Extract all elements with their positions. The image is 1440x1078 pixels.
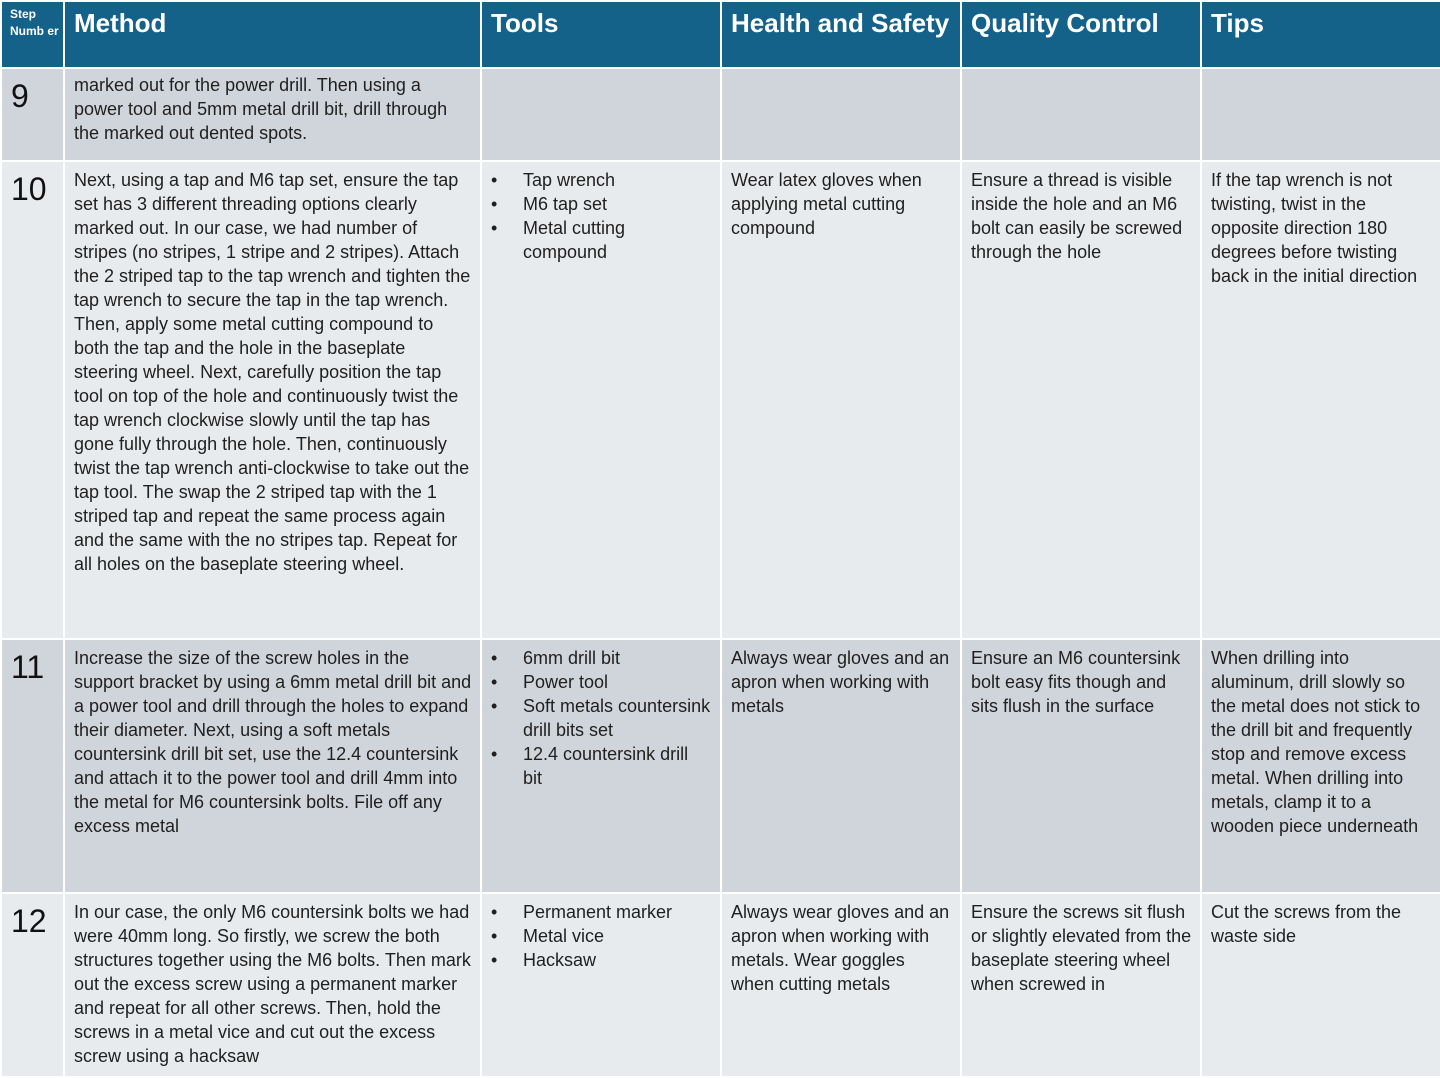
quality-control-cell: Ensure an M6 countersink bolt easy fits though and sits flush in the surface (961, 639, 1201, 893)
table-row (1, 68, 1440, 161)
header-tools: Tools (481, 1, 721, 68)
method-cell: In our case, the only M6 countersink bolts we had were 40mm long. So firstly, we screw the both structures together using the M6 bolts. Then mark out the excess screw using a permanent marker and repeat for all other screws. Then, hold the screws in a metal vice and cut out the excess screw using a hacksaw (64, 893, 481, 1077)
health-safety-cell: Wear latex gloves when applying metal cutting compound (721, 161, 961, 639)
step-number: 9 (1, 68, 64, 161)
tool-item: • Power tool (491, 670, 712, 694)
tips-cell: Cut the screws from the waste side (1201, 893, 1440, 1077)
step-number: 10 (1, 161, 64, 639)
health-safety-cell: Always wear gloves and an apron when working with metals (721, 639, 961, 893)
tool-item: • 12.4 countersink drill bit (491, 742, 712, 790)
tool-item: • 6mm drill bit (491, 646, 712, 670)
tool-item: • Metal cutting compound (491, 216, 712, 264)
tool-item: • Soft metals countersink drill bits set (491, 694, 712, 742)
quality-control-cell (961, 68, 1201, 161)
tips-cell: When drilling into aluminum, drill slowly so the metal does not stick to the drill bit and frequently stop and remove excess metal. When drilling into metals, clamp it to a wooden piece underneath (1201, 639, 1440, 893)
tool-item: • Metal vice (491, 924, 712, 948)
tool-item: • M6 tap set (491, 192, 712, 216)
tools-cell (481, 893, 721, 1077)
step-number: 11 (1, 639, 64, 893)
health-safety-cell: Always wear gloves and an apron when working with metals. Wear goggles when cutting metals (721, 893, 961, 1077)
tips-cell (1201, 68, 1440, 161)
header-step-number: Step Numb er (1, 1, 64, 68)
header-quality-control: Quality Control (961, 1, 1201, 68)
header-health-and-safety: Health and Safety (721, 1, 961, 68)
quality-control-cell: Ensure the screws sit flush or slightly elevated from the baseplate steering wheel when screwed in (961, 893, 1201, 1077)
tool-item: • Permanent marker (491, 900, 712, 924)
tools-list (491, 168, 712, 264)
tools-list (491, 646, 712, 790)
table-row (1, 639, 1440, 893)
tool-item: • Hacksaw (491, 948, 712, 972)
method-cell: marked out for the power drill. Then using a power tool and 5mm metal drill bit, drill through the marked out dented spots. (64, 68, 481, 161)
method-cell: Increase the size of the screw holes in the support bracket by using a 6mm metal drill bit and a power tool and drill through the holes to expand their diameter. Next, using a soft metals countersink drill bit set, use the 12.4 countersink and attach it to the power tool and drill 4mm into the metal for M6 countersink bolts. File off any excess metal (64, 639, 481, 893)
quality-control-cell: Ensure a thread is visible inside the hole and an M6 bolt can easily be screwed through the hole (961, 161, 1201, 639)
tools-cell (481, 161, 721, 639)
health-safety-cell (721, 68, 961, 161)
tool-item: • Tap wrench (491, 168, 712, 192)
tools-list (491, 900, 712, 972)
tools-cell (481, 68, 721, 161)
step-number: 12 (1, 893, 64, 1077)
header-row (1, 1, 1440, 68)
table-row (1, 893, 1440, 1077)
tools-cell (481, 639, 721, 893)
method-cell: Next, using a tap and M6 tap set, ensure the tap set has 3 different threading options clearly marked out. In our case, we had number of stripes (no stripes, 1 stripe and 2 stripes). Attach the 2 striped tap to the tap wrench and tighten the tap wrench to secure the tap in the tap wrench. Then, apply some metal cutting compound to both the tap and the hole in the baseplate steering wheel. Next, carefully position the tap tool on top of the hole and continuously twist the tap wrench clockwise slowly until the tap has gone fully through the hole. Then, continuously twist the tap wrench anti-clockwise to take out the tap tool. The swap the 2 striped tap with the 1 striped tap and repeat the same process again and the same with the no stripes tap. Repeat for all holes on the baseplate steering wheel. (64, 161, 481, 639)
tips-cell: If the tap wrench is not twisting, twist in the opposite direction 180 degrees before twisting back in the initial direction (1201, 161, 1440, 639)
table-row (1, 161, 1440, 639)
header-method: Method (64, 1, 481, 68)
header-tips: Tips (1201, 1, 1440, 68)
